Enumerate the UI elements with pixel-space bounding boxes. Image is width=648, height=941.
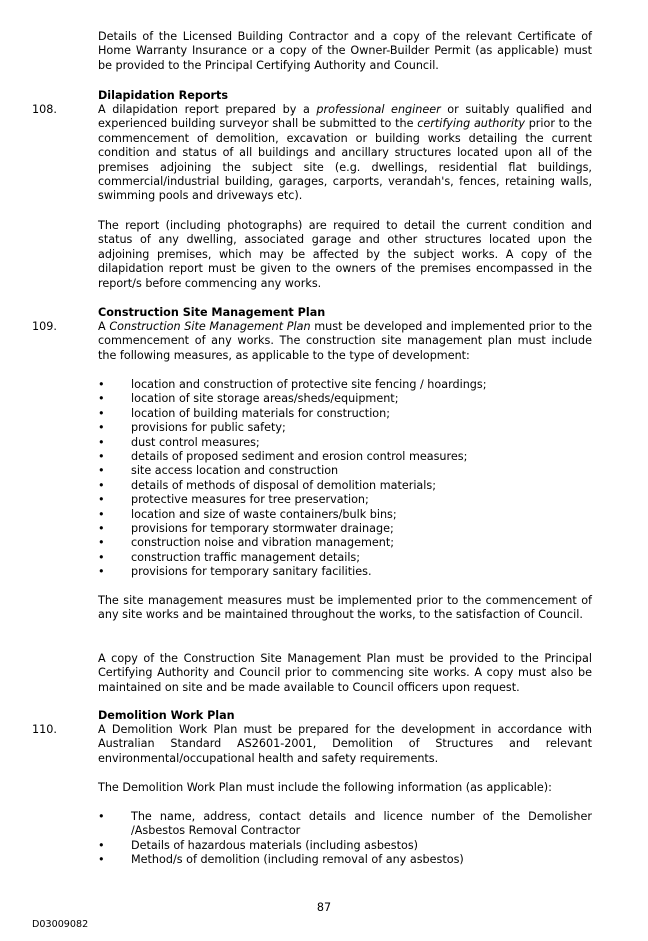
section-heading-demolition-work-plan: Demolition Work Plan — [98, 709, 235, 722]
bullet-icon: • — [98, 565, 105, 579]
list-item — [98, 436, 592, 450]
emphasis-construction-site-management-plan: Construction Site Management Plan — [109, 320, 311, 333]
list-item-text: location and size of waste containers/bulk bins; — [131, 507, 397, 521]
list-item — [98, 407, 592, 421]
clause-108-paragraph-1 — [98, 103, 592, 204]
clause-108-paragraph-2: The report (including photographs) are required to detail the current condition and status of any dwelling, associated garage and other structures located upon the adjoining premises, which may be affected by the subject works. A copy of the dilapidation report must be given to the owners of the premises encompassed in the report/s before commencing any works. — [98, 219, 592, 290]
bullet-icon: • — [98, 478, 105, 492]
list-item — [98, 551, 592, 565]
list-item-text: provisions for temporary stormwater drainage; — [131, 522, 394, 536]
clause-number-108: 108. — [32, 103, 57, 116]
section-heading-construction-site: Construction Site Management Plan — [98, 306, 326, 319]
list-item — [98, 450, 592, 464]
list-item-text: Details of hazardous materials (including asbestos) — [131, 838, 419, 852]
list-item-text: details of proposed sediment and erosion control measures; — [131, 450, 468, 464]
text-run: A dilapidation report prepared by a — [98, 103, 317, 116]
list-item-text: construction noise and vibration management; — [131, 536, 395, 550]
text-run: must be developed and implemented prior to the commencement of any works. The construction site management plan must include the following measures, as applicable to the type of development: — [98, 320, 592, 362]
emphasis-certifying-authority: certifying authority — [417, 117, 525, 131]
list-item-text: construction traffic management details; — [131, 550, 361, 564]
bullet-icon: • — [98, 421, 105, 435]
emphasis-professional-engineer: professional engineer — [316, 103, 441, 116]
intro-paragraph: Details of the Licensed Building Contractor and a copy of the relevant Certificate of Home Warranty Insurance or a copy of the Owner-Builder Permit (as applicable) must be provided to the Principal Certifying Authority and Council. — [98, 30, 592, 72]
list-item — [98, 853, 592, 867]
list-item-text: protective measures for tree preservation; — [131, 493, 369, 507]
list-item — [98, 493, 592, 507]
list-item-text: details of methods of disposal of demolition materials; — [131, 478, 436, 492]
text-run: A — [98, 320, 110, 333]
document-code: D03009082 — [32, 919, 89, 930]
list-item — [98, 378, 592, 392]
clause-109-paragraph-2: The site management measures must be implemented prior to the commencement of any site works and be maintained throughout the works, to the satisfaction of Council. — [98, 594, 592, 622]
bullet-icon: • — [98, 378, 105, 391]
text-run: or suitably qualified and experienced building surveyor shall be submitted to the — [98, 103, 592, 131]
list-item — [98, 810, 592, 839]
bullet-icon: • — [98, 853, 105, 867]
list-item-text: location of site storage areas/sheds/equipment; — [131, 392, 399, 406]
list-item — [98, 522, 592, 536]
list-item-text: provisions for temporary sanitary facilities. — [131, 565, 372, 579]
list-item — [98, 479, 592, 493]
bullet-icon: • — [98, 536, 105, 550]
list-item-text: site access location and construction — [131, 464, 339, 478]
clause-110-paragraph-1: A Demolition Work Plan must be prepared for the development in accordance with Australian Standard AS2601-2001, Demolition of Structures and relevant environmental/occupational health and safety requirements. — [98, 723, 592, 765]
list-item-text: location and construction of protective site fencing / hoardings; — [131, 378, 487, 391]
bullet-icon: • — [98, 810, 105, 823]
list-item — [98, 565, 592, 579]
list-item-text: Method/s of demolition (including removal of any asbestos) — [131, 853, 464, 867]
list-item — [98, 508, 592, 522]
bullet-icon: • — [98, 838, 105, 852]
bullet-icon: • — [98, 550, 105, 564]
bullet-icon: • — [98, 522, 105, 536]
text-run: prior to the commencement of demolition, excavation or building works detailing the current condition and status of all buildings and ancillary structures located upon all of the premises adjoining the subject site (e.g. dwellings, residential flat buildings, commercial/industrial building, garages, carports, verandah's, fences, retaining walls, swimming pools and driveways etc). — [98, 117, 593, 203]
clause-109-measures-list — [98, 378, 592, 580]
list-item-text: The name, address, contact details and licence number of the Demolisher /Asbestos Removal Contractor — [131, 810, 592, 838]
clause-number-110: 110. — [32, 723, 57, 736]
bullet-icon: • — [98, 493, 105, 507]
bullet-icon: • — [98, 435, 105, 449]
list-item — [98, 421, 592, 435]
page-number: 87 — [316, 901, 332, 914]
section-heading-dilapidation: Dilapidation Reports — [98, 89, 229, 102]
bullet-icon: • — [98, 450, 105, 464]
bullet-icon: • — [98, 406, 105, 420]
bullet-icon: • — [98, 464, 105, 478]
list-item — [98, 392, 592, 406]
list-item-text: location of building materials for construction; — [131, 406, 391, 420]
list-item-text: provisions for public safety; — [131, 421, 286, 435]
clause-110-information-list — [98, 810, 592, 868]
list-item — [98, 839, 592, 853]
list-item — [98, 536, 592, 550]
list-item-text: dust control measures; — [131, 435, 260, 449]
clause-110-paragraph-2: The Demolition Work Plan must include the following information (as applicable): — [98, 781, 552, 794]
clause-number-109: 109. — [32, 320, 57, 333]
bullet-icon: • — [98, 507, 105, 521]
list-item — [98, 464, 592, 478]
bullet-icon: • — [98, 392, 105, 406]
clause-109-paragraph-3: A copy of the Construction Site Management Plan must be provided to the Principal Certifying Authority and Council prior to commencing site works. A copy must also be maintained on site and be made available to Council officers upon request. — [98, 652, 592, 694]
clause-109-paragraph-1 — [98, 320, 592, 363]
